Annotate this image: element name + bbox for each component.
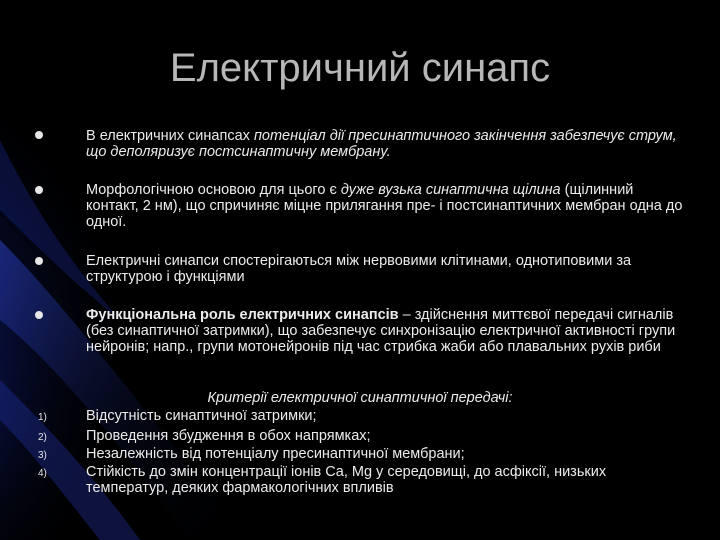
bullet-paragraph-1: [86, 128, 686, 160]
criteria-item-3: Незалежність від потенціалу пресинаптичної мембрани;: [86, 446, 465, 462]
bullet-dot-icon: [35, 131, 43, 139]
bullet-paragraph-2: [86, 182, 686, 230]
bullet-dot-icon: [35, 257, 43, 265]
bullet-marker: [34, 185, 44, 195]
criteria-item-4: Стійкість до змін концентрації іонів Ca, Mg у середовищі, до асфіксії, низьких температур, деяких фармакологічних впливів: [86, 464, 607, 496]
bullet-2-text-cont: (щілинний контакт, 2 нм), що спричиняє міцне прилягання пре- і постсинаптичних мембран одна до одної.: [86, 182, 683, 230]
bullet-2-italic-text: дуже вузька синаптична щілина: [340, 182, 561, 198]
bullet-4-bold-text: Функціональна роль електричних синапсів: [86, 307, 399, 323]
criteria-number-1: 1): [38, 412, 47, 423]
bullet-dot-icon: [35, 311, 43, 319]
bullet-marker: [34, 256, 44, 266]
criteria-number-4: 4): [38, 468, 47, 479]
criteria-item-1: Відсутність синаптичної затримки;: [86, 408, 317, 424]
criteria-item-2: Проведення збудження в обох напрямках;: [86, 428, 371, 444]
bullet-1-italic-text: потенціал дії пресинаптичного закінчення забезпечує струм, що деполяризує постсинаптичну мембрану.: [86, 128, 677, 160]
bullet-dot-icon: [35, 186, 43, 194]
bullet-marker: [34, 310, 44, 320]
bullet-2-text: Морфологічною основою для цього є: [86, 182, 341, 198]
criteria-number-3: 3): [38, 450, 47, 461]
bullet-4-text: – здійснення миттєвої передачі сигналів (без синаптичної затримки), що забезпечує синхронізацію електричної активності групи нейронів; напр., групи мотонейронів під час стрибка жаби або плавальних рухів риби: [86, 307, 676, 355]
criteria-number-2: 2): [38, 432, 47, 443]
bullet-marker: [34, 130, 44, 140]
bullet-paragraph-4: [86, 307, 686, 355]
bullet-paragraph-3: [86, 253, 686, 285]
bullet-3-text: Електричні синапси спостерігаються між нервовими клітинами, однотиповими за структурою і функціями: [86, 253, 632, 285]
bullet-1-text: В електричних синапсах: [86, 128, 254, 144]
slide-title: Електричний синапс: [169, 46, 551, 90]
criteria-title: Критерії електричної синаптичної передачі:: [207, 390, 513, 406]
